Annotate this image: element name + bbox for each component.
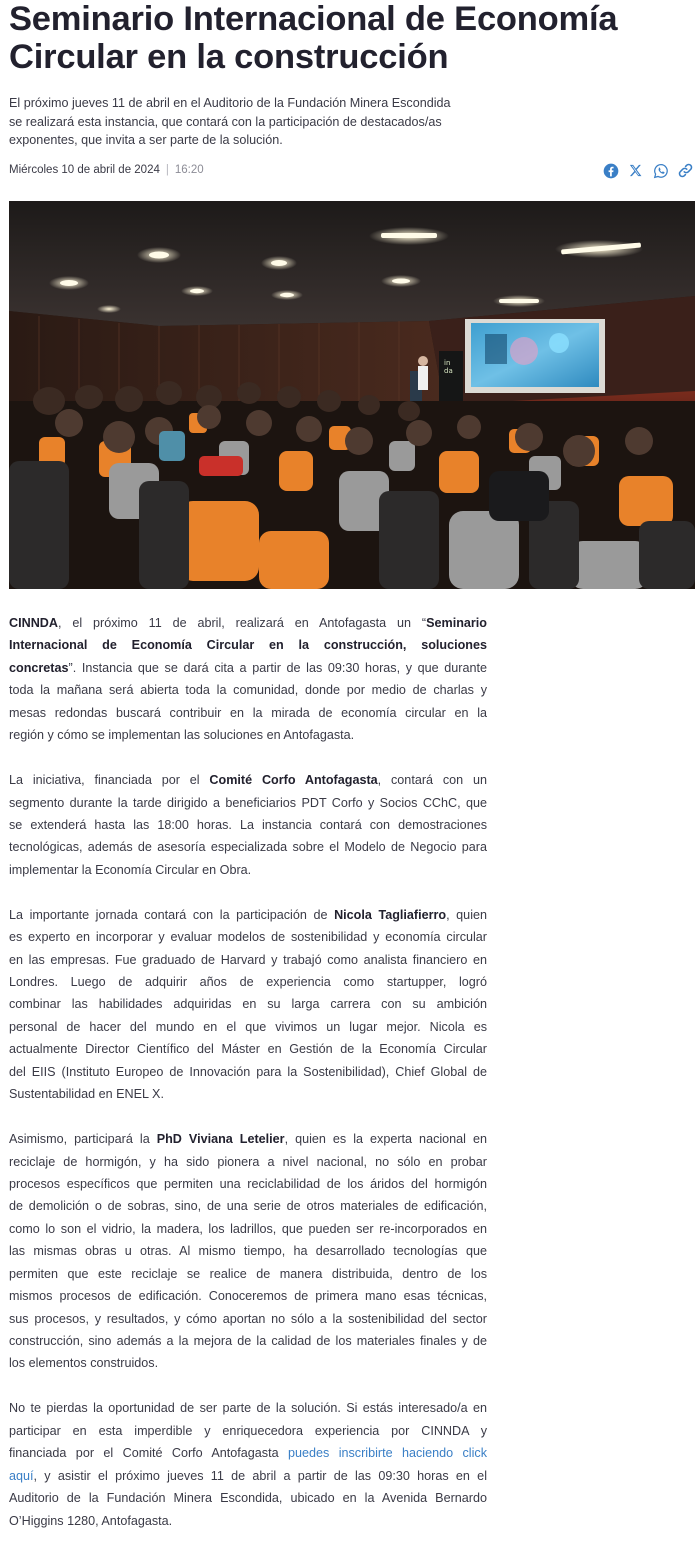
text-line	[9, 1240, 487, 1262]
projection-screen	[465, 319, 605, 393]
text-run: Asimismo, participará la	[9, 1132, 157, 1147]
text-run: reciclaje de hormigón, y ha sido pionera a nivel nacional, no sólo en probar	[9, 1154, 487, 1169]
text-run: personal de hacer del mundo en el que vivimos un lugar mejor. Nicola es	[9, 1019, 487, 1034]
text-line	[9, 1016, 487, 1038]
text-line	[9, 1465, 487, 1487]
text-run: combinar las habilidades adquiridas en su larga carrera con su ambición	[9, 997, 487, 1012]
paragraph-1	[9, 612, 487, 747]
text-run: No te pierdas la oportunidad de ser parte de la solución. Si estás interesado/a en	[9, 1401, 487, 1416]
publish-date: Miércoles 10 de abril de 2024	[9, 164, 160, 176]
text-run: los elementos construidos.	[9, 1356, 159, 1371]
text-line	[9, 702, 487, 724]
text-line	[9, 657, 487, 679]
lead-line: El próximo jueves 11 de abril en el Auditorio de la Fundación Minera Escondida	[9, 96, 451, 110]
text-line	[9, 1285, 487, 1307]
article-body	[9, 612, 487, 1554]
whatsapp-icon[interactable]	[652, 162, 669, 179]
text-line	[9, 1442, 487, 1464]
bold-text: Nicola Tagliafierro	[334, 907, 447, 922]
text-line	[9, 993, 487, 1015]
text-line	[9, 612, 487, 634]
text-run: Londres. Luego de adquirir años de experiencia como startupper, logró	[9, 975, 487, 989]
text-run: Auditorio de la Fundación Minera Escondida, ubicado en la Avenida Bernardo	[9, 1491, 487, 1506]
title-line: Circular en la construcción	[9, 38, 449, 76]
text-line	[9, 1420, 487, 1442]
text-run: financiada por el Comité Corfo Antofagasta	[9, 1446, 288, 1461]
text-line	[9, 1263, 487, 1285]
text-run: segmento durante la tarde dirigido a beneficiarios PDT Corfo y Socios CChC, que	[9, 795, 487, 810]
text-run: , el próximo 11 de abril, realizará en Antofagasta un “	[57, 616, 427, 630]
text-line	[9, 1308, 487, 1330]
text-line	[9, 1330, 487, 1352]
text-run: del EIIS (Instituto Europeo de Innovación para la Sostenibilidad), Chief Global de	[9, 1064, 487, 1079]
text-line	[9, 859, 487, 881]
text-run: , quien	[446, 907, 487, 922]
text-run: las mismas obras u otras. Al mismo tiempo, ha desarrollado tecnologías que	[9, 1244, 487, 1259]
link-icon[interactable]	[677, 162, 694, 179]
text-line	[9, 679, 487, 701]
text-line	[9, 1038, 487, 1060]
paragraph-4	[9, 1128, 487, 1375]
registration-link[interactable]: aquí	[9, 1468, 34, 1483]
text-line	[9, 1061, 487, 1083]
text-line	[9, 1218, 487, 1240]
text-line	[9, 769, 487, 791]
paragraph-5	[9, 1397, 487, 1532]
bold-text: Comité Corfo Antofagasta	[209, 773, 378, 788]
text-run: La iniciativa, financiada por el	[9, 773, 210, 788]
text-run: La importante jornada contará con la participación de	[9, 907, 335, 922]
text-line	[9, 814, 487, 836]
text-run: es experto en incorporar y evaluar modelos de sostenibilidad y economía circular	[9, 930, 487, 945]
bold-text: PhD Viviana Letelier	[156, 1132, 285, 1147]
text-line	[9, 1397, 487, 1419]
text-line	[9, 1352, 487, 1374]
text-run: construcción, sino además a la mejora de la calidad de los materiales finales y de	[9, 1334, 487, 1348]
bold-text: Internacional de Economía Circular en la construcción, soluciones	[9, 638, 487, 653]
paragraph-3	[9, 904, 487, 1106]
text-run: de demolición o de sobras, sino, de una serie de otros materiales de edificación,	[9, 1199, 487, 1214]
hero-image	[9, 201, 695, 589]
text-line	[9, 1173, 487, 1195]
bold-text: CINNDA	[9, 616, 58, 630]
lead-line: exponentes, que invita a ser parte de la solución.	[9, 133, 283, 147]
text-line	[9, 634, 487, 656]
text-run: , quien es la experta nacional en	[284, 1132, 487, 1147]
svg-text:da: da	[444, 367, 453, 375]
text-run: como lo son el vidrio, la madera, los ladrillos, que pueden ser re-incorporados en	[9, 1221, 487, 1236]
x-icon[interactable]	[627, 162, 644, 179]
text-run: tecnológicas, además de asesoría especializada sobre el Modelo de Negocio para	[9, 840, 487, 855]
auditorium-photo	[9, 201, 695, 589]
facebook-icon[interactable]	[602, 162, 619, 179]
text-run: ”. Instancia que se dará cita a partir de las 09:30 horas, y que durante	[68, 660, 487, 675]
text-run: región y cómo se implementan las soluciones en Antofagasta.	[9, 728, 355, 743]
text-line	[9, 904, 487, 926]
svg-text:in: in	[444, 359, 451, 367]
registration-link[interactable]: puedes inscribirte haciendo click	[288, 1446, 487, 1461]
text-line	[9, 926, 487, 948]
lead-line: se realizará esta instancia, que contará con la participación de destacados/as	[9, 114, 442, 129]
text-run: en las empresas. Fue graduado de Harvard y trabajó como analista financiero en	[9, 952, 487, 967]
text-run: implementar la Economía Circular en Obra.	[9, 862, 252, 877]
share-bar	[602, 162, 694, 179]
text-run: mesas redondas buscará contribuir en la mirada de economía circular en la	[9, 705, 487, 720]
text-line	[9, 1510, 487, 1532]
text-line	[9, 1151, 487, 1173]
paragraph-2	[9, 769, 487, 881]
text-run: mismos procesos de edificación. Conoceremos de primera mano esas técnicas,	[9, 1289, 487, 1304]
text-line	[9, 792, 487, 814]
bold-text: concretas	[9, 660, 69, 675]
text-line	[9, 1195, 487, 1217]
article-lead	[9, 94, 469, 150]
text-run: permiten que este reciclaje se realice de manera distribuida, dentro de los	[9, 1266, 487, 1281]
text-line	[9, 836, 487, 858]
text-line	[9, 949, 487, 971]
title-line: Seminario Internacional de Economía	[9, 0, 618, 38]
text-run: , contará con un	[377, 773, 488, 788]
article-title	[9, 0, 689, 76]
text-line	[9, 1487, 487, 1509]
text-run: actualmente Director Científico del Máster en Gestión de la Economía Circular	[9, 1042, 487, 1057]
audience-seats	[9, 381, 695, 589]
article-meta	[9, 164, 204, 176]
text-run: toda la mañana será abierta toda la comunidad, donde por medio de charlas y	[9, 683, 487, 698]
text-line	[9, 724, 487, 746]
meta-separator: |	[165, 164, 169, 176]
text-run: participar en esta imperdible y enriquecedora experiencia por CINNDA y	[9, 1423, 487, 1438]
text-run: procesos específicos que permiten una reciclabilidad de los áridos del hormigón	[9, 1176, 487, 1191]
text-run: O’Higgins 1280, Antofagasta.	[9, 1513, 173, 1528]
text-run: sus procesos, y resultados, y cómo aportan no sólo a la sostenibilidad del sector	[9, 1311, 487, 1326]
text-line	[9, 1128, 487, 1150]
text-run: Sustentabilidad en ENEL X.	[9, 1087, 164, 1102]
text-line	[9, 971, 487, 993]
text-run: se extenderá hasta las 18:00 horas. La instancia contará con demostraciones	[9, 817, 487, 832]
bold-text: Seminario	[426, 616, 487, 630]
publish-time: 16:20	[174, 164, 204, 176]
text-line	[9, 1083, 487, 1105]
text-run: , y asistir el próximo jueves 11 de abril a partir de las 09:30 horas en el	[33, 1468, 487, 1483]
